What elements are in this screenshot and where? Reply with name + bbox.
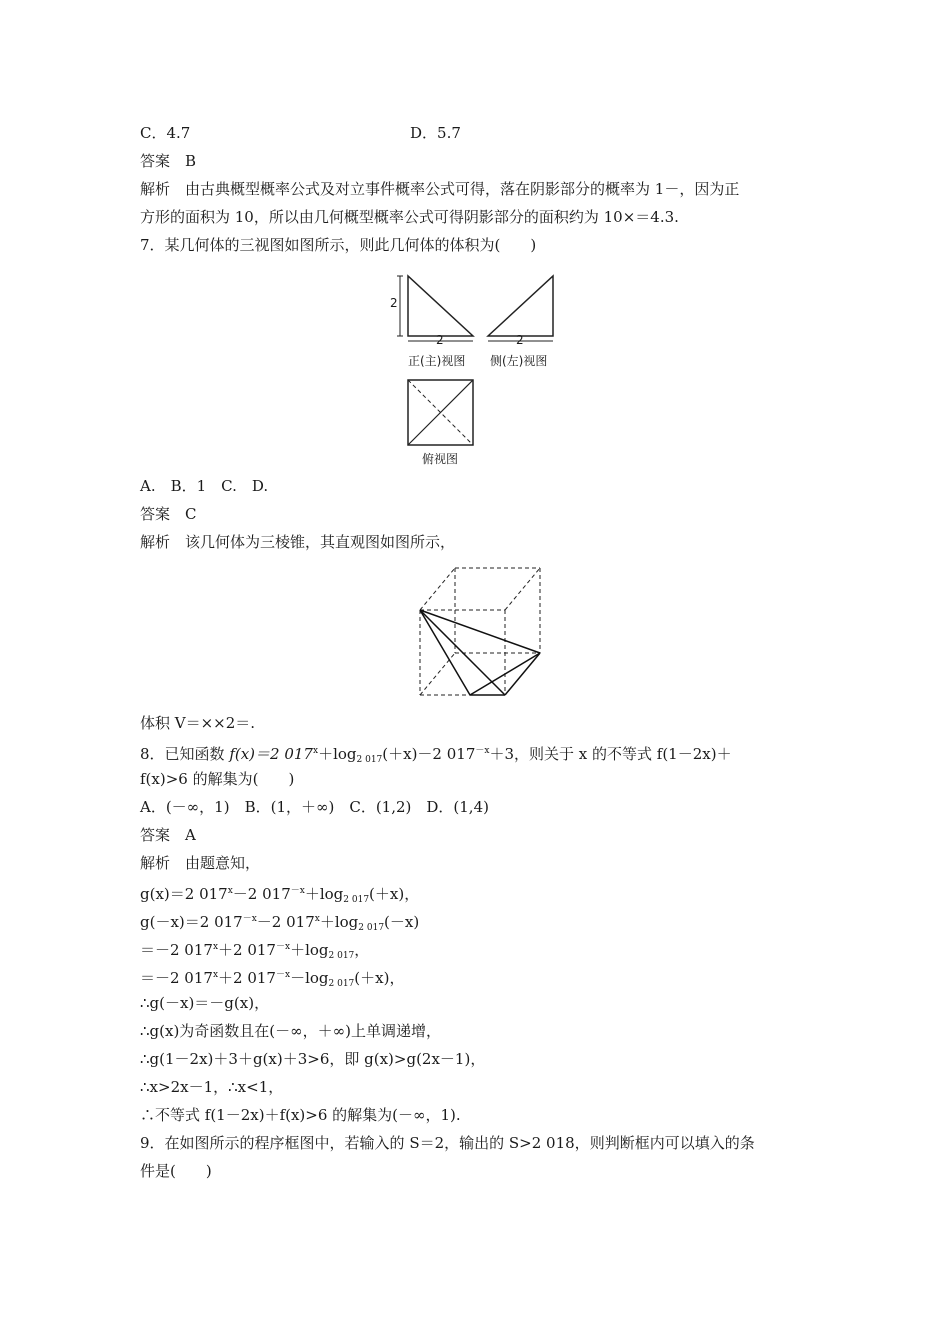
- q8-stem-base: 2 017: [356, 755, 383, 765]
- q8-stem-d: ＋3，则关于 x 的不等式 f(1－2x)＋: [489, 745, 732, 763]
- s4a: ＝－2 017: [140, 969, 213, 987]
- answer-q8: 答案 A: [140, 826, 196, 844]
- step-5: ∴g(－x)＝－g(x)，: [140, 994, 270, 1012]
- s1a: g(x)＝2 017: [140, 885, 228, 903]
- step-4: [140, 965, 404, 994]
- s1-exp-neg: －x: [290, 886, 305, 896]
- s3d: ，: [354, 941, 370, 959]
- s1-base: 2 017: [343, 895, 370, 905]
- question-7-options: A. B．1 C. D.: [140, 477, 269, 495]
- step-6: ∴g(x)为奇函数且在(－∞，＋∞)上单调递增，: [140, 1022, 442, 1040]
- question-8-stem-line2: f(x)>6 的解集为( ): [140, 770, 295, 788]
- side-view: [488, 276, 553, 341]
- s3-exp: x: [212, 942, 219, 952]
- s4c: －: [290, 969, 306, 987]
- step-9: ∴不等式 f(1－2x)＋f(x)>6 的解集为(－∞，1).: [140, 1106, 461, 1124]
- s1-exp: x: [227, 886, 233, 896]
- s3-base: 2 017: [328, 951, 355, 961]
- volume-line: 体积 V＝××2＝.: [140, 714, 256, 732]
- s3-exp-neg: －x: [275, 942, 291, 952]
- top-view-caption: 俯视图: [422, 452, 459, 466]
- s3b: ＋2 017: [218, 941, 276, 959]
- three-view-figure: [388, 268, 568, 473]
- s3a: ＝－2 017: [140, 941, 213, 959]
- s3-log: log: [305, 941, 329, 959]
- s2d: (－x): [384, 913, 420, 931]
- s4b: ＋2 017: [218, 969, 276, 987]
- s2c: ＋: [319, 913, 335, 931]
- front-view: [397, 276, 473, 341]
- q8-stem-b: ＋log: [318, 745, 357, 763]
- answer-q7: 答案 C: [140, 505, 197, 523]
- q8-stem-a: 8．已知函数: [140, 745, 230, 763]
- analysis-q7: 解析 该几何体为三棱锥，其直观图如图所示，: [140, 533, 456, 551]
- option-c: C．4.7: [140, 124, 191, 142]
- analysis-q6-line2: 方形的面积为 10，所以由几何概型概率公式可得阴影部分的面积约为 10×＝4.3.: [140, 208, 679, 226]
- s4-base: 2 017: [328, 979, 355, 989]
- s2b: －2 017: [256, 913, 315, 931]
- question-7-stem: 7．某几何体的三视图如图所示，则此几何体的体积为( ): [140, 236, 537, 254]
- q8-stem-c: (＋x)－2 017: [382, 745, 476, 763]
- s2-exp-neg: －x: [242, 914, 257, 924]
- s1d: (＋x)，: [369, 885, 420, 903]
- q8-stem-exp-neg: －x: [475, 746, 490, 756]
- question-8-stem-line1: [140, 741, 732, 770]
- front-view-caption: 正(主)视图: [408, 354, 466, 368]
- s4-log: log: [305, 969, 329, 987]
- s2-exp: x: [314, 914, 320, 924]
- s1c: ＋: [304, 885, 320, 903]
- step-3: [140, 937, 369, 966]
- answer-q6: 答案 B: [140, 152, 197, 170]
- q8-exp-x: x: [312, 746, 319, 756]
- question-8-options: A．(－∞，1) B．(1，＋∞) C．(1,2) D．(1,4): [140, 798, 489, 816]
- front-height-label: 2: [390, 296, 398, 310]
- step-7: ∴g(1－2x)＋3＋g(x)＋3>6，即 g(x)>g(2x－1)，: [140, 1050, 486, 1068]
- s4d: (＋x)，: [354, 969, 405, 987]
- s1b: －2 017: [232, 885, 291, 903]
- s4-exp: x: [212, 970, 219, 980]
- q8-stem-fx: f(x)＝2 017: [229, 745, 313, 763]
- pyramid-figure: [410, 560, 550, 705]
- s3c: ＋: [290, 941, 306, 959]
- s1-log: log: [319, 885, 344, 903]
- front-width-label: 2: [436, 333, 444, 347]
- step-1: [140, 881, 419, 910]
- side-width-label: 2: [516, 333, 524, 347]
- analysis-q8: 解析 由题意知，: [140, 854, 261, 872]
- question-9-stem-line2: 件是( ): [140, 1162, 212, 1180]
- side-view-caption: 侧(左)视图: [490, 354, 548, 368]
- analysis-q6-line1: 解析 由古典概型概率公式及对立事件概率公式可得，落在阴影部分的概率为 1－，因为正: [140, 180, 740, 198]
- s2-base: 2 017: [358, 923, 385, 933]
- s2a: g(－x)＝2 017: [140, 913, 243, 931]
- top-view: [408, 380, 473, 445]
- step-8: ∴x>2x－1，∴x<1，: [140, 1078, 284, 1096]
- step-2: [140, 909, 419, 938]
- s4-exp-neg: －x: [275, 970, 291, 980]
- s2-log: log: [334, 913, 359, 931]
- question-9-stem-line1: 9．在如图所示的程序框图中，若输入的 S＝2，输出的 S>2 018，则判断框内可以填入的条: [140, 1134, 755, 1152]
- option-d: D．5.7: [410, 124, 461, 142]
